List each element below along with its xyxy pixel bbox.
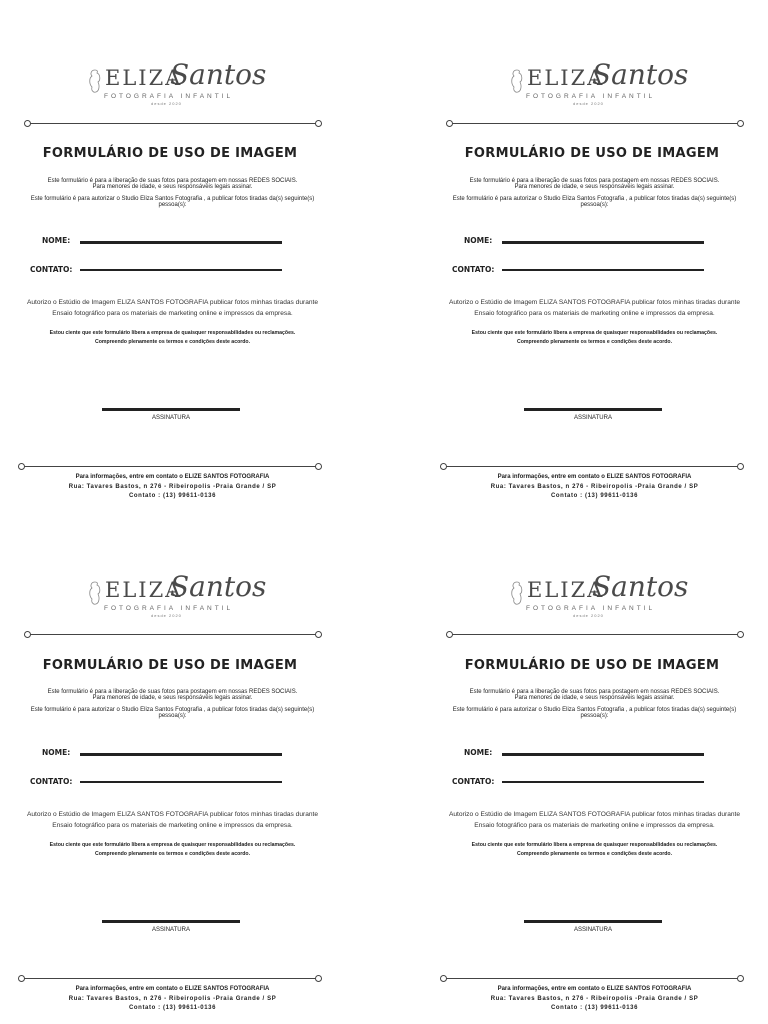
authorize-line-2: pessoa(s): bbox=[158, 202, 187, 208]
logo-word: ELIZA bbox=[105, 66, 183, 90]
contact-label: CONTATO: bbox=[452, 265, 495, 274]
footer-line-2: Rua: Tavares Bastos, n 276 - Ribeiropolis -Praia Grande / SP bbox=[68, 484, 277, 490]
baby-silhouette-icon bbox=[88, 580, 102, 606]
consent-line-1: Autorizo o Estúdio de Imagem ELIZA SANTOS FOTOGRAFIA publicar fotos minhas tiradas durante bbox=[448, 299, 741, 306]
footer-divider bbox=[446, 978, 738, 979]
footer-line-3: Contato : (13) 99611-0136 bbox=[550, 493, 639, 499]
footer-line-1: Para informações, entre em contato o ELIZE SANTOS FOTOGRAFIA bbox=[75, 986, 270, 992]
footer-line-3: Contato : (13) 99611-0136 bbox=[550, 1005, 639, 1011]
aware-line-2: Compreendo plenamente os termos e condições deste acordo. bbox=[94, 851, 251, 857]
authorize-line-1: Este formulário é para autorizar o Studio Eliza Santos Fotografia , a publicar fotos tiradas da(s) seguinte(s) bbox=[30, 196, 315, 202]
footer-line-3: Contato : (13) 99611-0136 bbox=[128, 493, 217, 499]
name-label: NOME: bbox=[42, 748, 71, 757]
contact-label: CONTATO: bbox=[452, 777, 495, 786]
footer-divider bbox=[24, 466, 316, 467]
signature-line[interactable] bbox=[524, 920, 662, 923]
header-divider bbox=[30, 634, 316, 635]
authorize-line-2: pessoa(s): bbox=[158, 713, 187, 719]
aware-line-2: Compreendo plenamente os termos e condições deste acordo. bbox=[516, 339, 673, 345]
name-label: NOME: bbox=[464, 236, 493, 245]
logo-script: Santos bbox=[170, 570, 267, 603]
contact-label: CONTATO: bbox=[30, 777, 73, 786]
logo-subtitle: FOTOGRAFIA INFANTIL bbox=[104, 93, 234, 100]
consent-line-1: Autorizo o Estúdio de Imagem ELIZA SANTOS FOTOGRAFIA publicar fotos minhas tiradas durante bbox=[448, 811, 741, 818]
logo-since: desde 2020 bbox=[573, 613, 604, 618]
header-divider bbox=[452, 123, 738, 124]
form-card-top-left bbox=[0, 0, 340, 500]
intro-line-2: Para menores de idade, e seus responsáveis legais assinar. bbox=[514, 184, 675, 190]
contact-field-line[interactable] bbox=[502, 781, 704, 783]
studio-logo bbox=[0, 570, 340, 622]
header-divider bbox=[30, 123, 316, 124]
name-field-line[interactable] bbox=[80, 753, 282, 756]
consent-line-1: Autorizo o Estúdio de Imagem ELIZA SANTOS FOTOGRAFIA publicar fotos minhas tiradas durante bbox=[26, 811, 319, 818]
consent-line-1: Autorizo o Estúdio de Imagem ELIZA SANTOS FOTOGRAFIA publicar fotos minhas tiradas durante bbox=[26, 299, 319, 306]
aware-line-1: Estou ciente que este formulário libera a empresa de quaisquer responsabilidades ou reclamações. bbox=[49, 330, 296, 336]
footer-line-2: Rua: Tavares Bastos, n 276 - Ribeiropolis -Praia Grande / SP bbox=[68, 996, 277, 1002]
signature-line[interactable] bbox=[102, 408, 240, 411]
header-divider bbox=[452, 634, 738, 635]
form-title: FORMULÁRIO DE USO DE IMAGEM bbox=[42, 146, 298, 161]
authorize-line-2: pessoa(s): bbox=[580, 202, 609, 208]
authorize-line-2: pessoa(s): bbox=[580, 713, 609, 719]
authorize-line-1: Este formulário é para autorizar o Studio Eliza Santos Fotografia , a publicar fotos tiradas da(s) seguinte(s) bbox=[452, 196, 737, 202]
consent-line-2: Ensaio fotográfico para os materiais de marketing online e impressos da empresa. bbox=[474, 822, 715, 829]
intro-line-1: Este formulário é para a liberação de suas fotos para postagem em nossas REDES SOCIAIS. bbox=[47, 178, 298, 184]
logo-since: desde 2020 bbox=[573, 101, 604, 106]
name-label: NOME: bbox=[42, 236, 71, 245]
form-title: FORMULÁRIO DE USO DE IMAGEM bbox=[464, 658, 720, 673]
footer-line-2: Rua: Tavares Bastos, n 276 - Ribeiropolis -Praia Grande / SP bbox=[490, 484, 699, 490]
logo-subtitle: FOTOGRAFIA INFANTIL bbox=[526, 605, 656, 612]
authorize-line-1: Este formulário é para autorizar o Studio Eliza Santos Fotografia , a publicar fotos tiradas da(s) seguinte(s) bbox=[30, 707, 315, 713]
footer-line-1: Para informações, entre em contato o ELIZE SANTOS FOTOGRAFIA bbox=[497, 474, 692, 480]
contact-field-line[interactable] bbox=[80, 269, 282, 271]
logo-script: Santos bbox=[592, 58, 689, 91]
aware-line-1: Estou ciente que este formulário libera a empresa de quaisquer responsabilidades ou reclamações. bbox=[49, 842, 296, 848]
form-card-bottom-right bbox=[422, 512, 762, 1012]
logo-word: ELIZA bbox=[527, 578, 605, 602]
footer-line-3: Contato : (13) 99611-0136 bbox=[128, 1005, 217, 1011]
signature-label: ASSINATURA bbox=[574, 415, 612, 421]
intro-line-2: Para menores de idade, e seus responsáveis legais assinar. bbox=[92, 184, 253, 190]
intro-line-1: Este formulário é para a liberação de suas fotos para postagem em nossas REDES SOCIAIS. bbox=[469, 689, 720, 695]
intro-line-1: Este formulário é para a liberação de suas fotos para postagem em nossas REDES SOCIAIS. bbox=[47, 689, 298, 695]
footer-divider bbox=[446, 466, 738, 467]
logo-word: ELIZA bbox=[527, 66, 605, 90]
baby-silhouette-icon bbox=[510, 68, 524, 94]
aware-line-1: Estou ciente que este formulário libera a empresa de quaisquer responsabilidades ou reclamações. bbox=[471, 330, 718, 336]
baby-silhouette-icon bbox=[510, 580, 524, 606]
contact-field-line[interactable] bbox=[80, 781, 282, 783]
logo-subtitle: FOTOGRAFIA INFANTIL bbox=[104, 605, 234, 612]
contact-field-line[interactable] bbox=[502, 269, 704, 271]
aware-line-1: Estou ciente que este formulário libera a empresa de quaisquer responsabilidades ou reclamações. bbox=[471, 842, 718, 848]
logo-since: desde 2020 bbox=[151, 101, 182, 106]
logo-subtitle: FOTOGRAFIA INFANTIL bbox=[526, 93, 656, 100]
form-card-top-right bbox=[422, 0, 762, 500]
name-field-line[interactable] bbox=[502, 241, 704, 244]
aware-line-2: Compreendo plenamente os termos e condições deste acordo. bbox=[94, 339, 251, 345]
consent-line-2: Ensaio fotográfico para os materiais de marketing online e impressos da empresa. bbox=[474, 310, 715, 317]
logo-script: Santos bbox=[170, 58, 267, 91]
aware-line-2: Compreendo plenamente os termos e condições deste acordo. bbox=[516, 851, 673, 857]
contact-label: CONTATO: bbox=[30, 265, 73, 274]
studio-logo bbox=[422, 570, 762, 622]
name-label: NOME: bbox=[464, 748, 493, 757]
logo-since: desde 2020 bbox=[151, 613, 182, 618]
signature-line[interactable] bbox=[524, 408, 662, 411]
footer-line-1: Para informações, entre em contato o ELIZE SANTOS FOTOGRAFIA bbox=[497, 986, 692, 992]
studio-logo bbox=[0, 58, 340, 110]
form-card-bottom-left bbox=[0, 512, 340, 1012]
intro-line-2: Para menores de idade, e seus responsáveis legais assinar. bbox=[514, 695, 675, 701]
logo-script: Santos bbox=[592, 570, 689, 603]
footer-divider bbox=[24, 978, 316, 979]
footer-line-2: Rua: Tavares Bastos, n 276 - Ribeiropolis -Praia Grande / SP bbox=[490, 996, 699, 1002]
form-title: FORMULÁRIO DE USO DE IMAGEM bbox=[42, 658, 298, 673]
studio-logo bbox=[422, 58, 762, 110]
signature-label: ASSINATURA bbox=[152, 927, 190, 933]
baby-silhouette-icon bbox=[88, 68, 102, 94]
name-field-line[interactable] bbox=[502, 753, 704, 756]
consent-line-2: Ensaio fotográfico para os materiais de marketing online e impressos da empresa. bbox=[52, 310, 293, 317]
footer-line-1: Para informações, entre em contato o ELIZE SANTOS FOTOGRAFIA bbox=[75, 474, 270, 480]
signature-line[interactable] bbox=[102, 920, 240, 923]
consent-line-2: Ensaio fotográfico para os materiais de marketing online e impressos da empresa. bbox=[52, 822, 293, 829]
intro-line-1: Este formulário é para a liberação de suas fotos para postagem em nossas REDES SOCIAIS. bbox=[469, 178, 720, 184]
signature-label: ASSINATURA bbox=[152, 415, 190, 421]
signature-label: ASSINATURA bbox=[574, 927, 612, 933]
intro-line-2: Para menores de idade, e seus responsáveis legais assinar. bbox=[92, 695, 253, 701]
form-title: FORMULÁRIO DE USO DE IMAGEM bbox=[464, 146, 720, 161]
name-field-line[interactable] bbox=[80, 241, 282, 244]
logo-word: ELIZA bbox=[105, 578, 183, 602]
authorize-line-1: Este formulário é para autorizar o Studio Eliza Santos Fotografia , a publicar fotos tiradas da(s) seguinte(s) bbox=[452, 707, 737, 713]
